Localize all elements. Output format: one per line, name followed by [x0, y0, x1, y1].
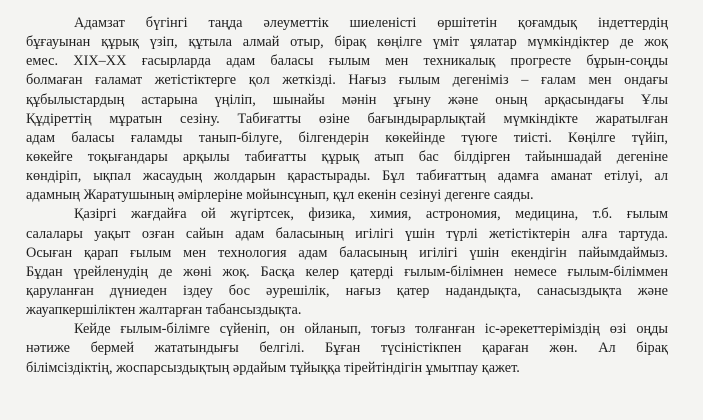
text-line: Кейде ғылым-білімге сүйеніп, он ойланып, тоғыз толғанған іс-әрекеттеріміздің өзі оңды — [74, 321, 668, 338]
text-line: Қазіргі жағдайға ой жүгіртсек, физика, химия, астрономия, медицина, т.б. ғылым — [74, 206, 668, 223]
text-line: Бұдан үрейленудің де жөні жоқ. Басқа келер қатерді ғылым-білімнен немесе ғылым-біліммен — [26, 263, 668, 280]
text-line: нәтиже бермей жататындығы белгілі. Бұған түсіністікпен қараған жөн. Ал бірақ — [26, 340, 668, 357]
text-line: салалары уақыт озған сайын адам баласының игілігі үшін түрлі жетістіктерін алға тартуда. — [26, 225, 668, 242]
text-line: Адамзат бүгінгі таңда әлеуметтік шиеленісті өршітетін қоғамдық індеттердің — [74, 15, 668, 31]
text-line: қаруланған дүниеден іздеу бос әурешілік, нағыз қатер надандықта, санасыздықта және — [26, 282, 668, 299]
document-page — [26, 14, 668, 414]
paragraph-2 — [26, 205, 668, 320]
text-line: болмаған ғаламат жетістіктерге қол жеткізді. Нағыз ғылым дегеніміз – ғалам мен ондағы — [26, 72, 668, 89]
paragraph-1 — [26, 14, 668, 205]
text-line: адам баласы ғаламды танып-білуге, білгендерін көкейінде түюге тиісті. Көңілге түйіп, — [26, 129, 668, 146]
paragraph-3 — [26, 320, 668, 377]
text-line: адамның Жаратушының әмірлеріне мойынсұнып, құл екенін сезінуі дегенге саяды. — [26, 187, 534, 204]
text-line: Осыған қарап ғылым мен технология адам баласының игілігі үшін екендігін пайымдаймыз. — [26, 244, 668, 261]
text-line: көндіріп, ықпал жасаудың жолдарын қарастырады. Бұл табиғаттың адамға аманат етілуі, ал — [26, 168, 668, 185]
text-line: бұғауынан құрық үзіп, құтыла алмай отыр, бірақ көңілге үміт ұялатар мүмкіндіктер де жоқ — [26, 34, 668, 51]
text-line: жауапкершіліктен жалтарған табансыздықта. — [26, 302, 302, 319]
text-line: білімсіздіктің, жоспарсыздықтың әрдайым тұйыққа тірейтіндігін ұмытпау қажет. — [26, 359, 520, 376]
text-line: құбылыстардың астарына үңіліп, шынайы мәнін ұғыну және оның арқасындағы Ұлы — [26, 91, 668, 108]
text-line: Құдіреттің мұратын сезіну. Табиғатты өзіне бағындырарлықтай мүмкіндікте жаратылған — [26, 110, 668, 127]
text-line: емес. XIX–XX ғасырларда адам баласы ғылым мен техникалық прогресте бұрын-соңды — [26, 53, 668, 70]
text-line: көкейге тоқығандары арқылы табиғатты құрық атып бас білдірген тайыншадай дегеніне — [26, 148, 668, 165]
